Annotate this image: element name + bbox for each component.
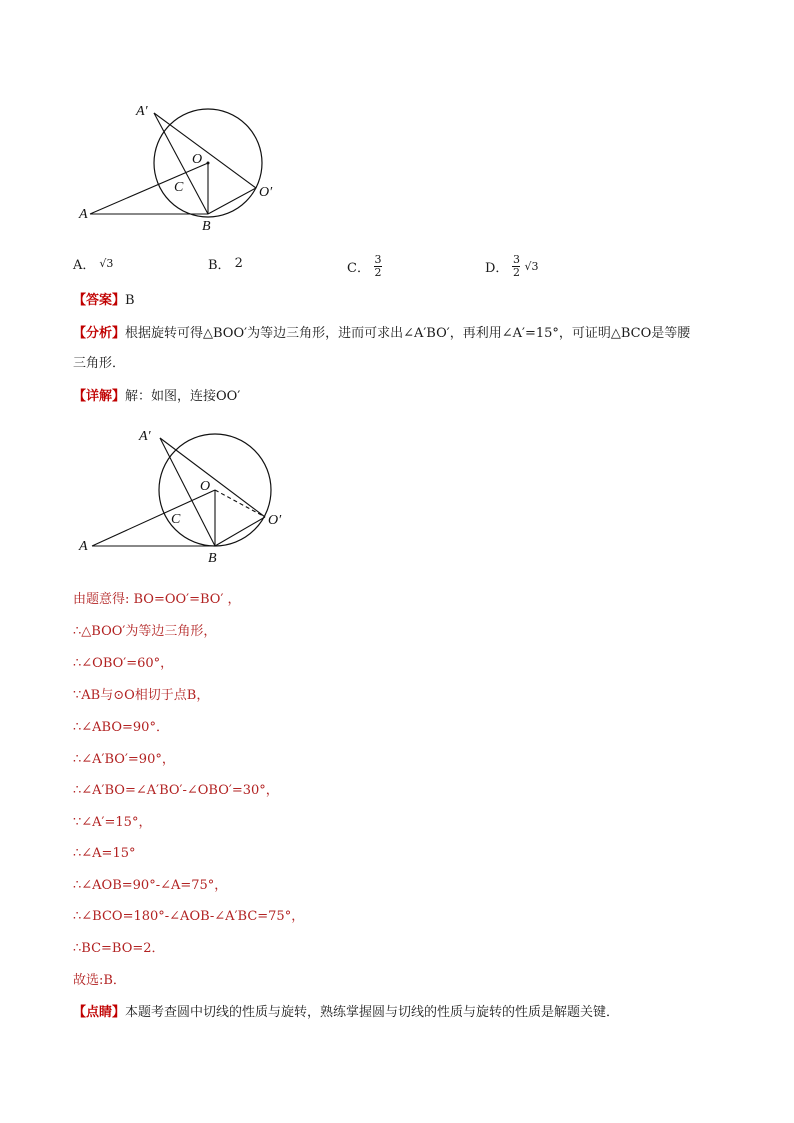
analysis-line-2 (73, 355, 125, 373)
step-line (73, 877, 227, 895)
step-line (73, 751, 175, 769)
segment-a-prime-o-prime (160, 438, 265, 517)
option-a-letter: A． (73, 258, 96, 273)
option-c-fraction (374, 254, 382, 279)
label-o-prime: O′ (259, 185, 273, 200)
detail-text: 解：如图，连接OO′ (125, 389, 241, 404)
center-dot (207, 162, 210, 165)
step-text: ∴BC=BO=2． (73, 941, 165, 956)
option-d-fraction (512, 254, 520, 279)
label-o-prime: O′ (268, 513, 282, 528)
step-text: ∴∠A′BO′=90°， (73, 752, 175, 767)
option-a (73, 254, 113, 273)
label-c: C (174, 180, 184, 195)
analysis-text-2: 三角形． (73, 356, 126, 371)
step-line (73, 845, 136, 863)
segment-ao (90, 163, 208, 214)
segment-ao (92, 490, 215, 546)
option-b-letter: B． (208, 258, 231, 273)
option-c-letter: C． (347, 261, 370, 276)
step-text: 故选:B． (73, 973, 126, 988)
option-c (347, 254, 382, 279)
step-text: ∴∠ABO=90°． (73, 720, 169, 735)
option-b-value: 2 (234, 256, 243, 271)
step-text: ∴∠A=15° (73, 846, 136, 861)
step-text: ∴∠A′BO=∠A′BO′-∠OBO′=30°， (73, 783, 279, 798)
step-line (73, 687, 209, 705)
step-line (73, 940, 165, 958)
step-text: ∴∠OBO′=60°， (73, 656, 174, 671)
option-d-denominator: 2 (512, 266, 520, 279)
label-a: A (79, 539, 88, 554)
answer-tag: 【答案】 (73, 293, 126, 308)
step-line (73, 591, 241, 609)
option-c-denominator: 2 (374, 266, 382, 279)
segment-b-o-prime (208, 188, 256, 214)
analysis-line-1 (73, 325, 690, 343)
label-o: O (192, 152, 203, 167)
label-b: B (208, 551, 217, 566)
option-c-numerator: 3 (374, 253, 382, 266)
step-text: ∴∠BCO=180°-∠AOB-∠A′BC=75°， (73, 909, 305, 924)
option-d (485, 254, 538, 279)
geometry-figure-bottom (72, 420, 302, 570)
label-c: C (171, 512, 181, 527)
answer-text: B (125, 293, 135, 308)
analysis-text-1: 根据旋转可得△BOO′为等边三角形，进而可求出∠A′BO′，再利用∠A′=15°，可证明△BCO是等腰 (125, 326, 691, 341)
segment-b-o-prime (215, 517, 265, 546)
step-text: 由题意得: BO=OO′=BO′ ， (73, 592, 241, 607)
option-d-radical: √3 (524, 260, 539, 273)
label-o: O (200, 479, 211, 494)
label-a: A (79, 207, 88, 222)
answer-line (73, 292, 135, 310)
comment-text: 本题考查圆中切线的性质与旋转，熟练掌握圆与切线的性质与旋转的性质是解题关键． (125, 1005, 620, 1020)
detail-tag: 【详解】 (73, 389, 126, 404)
option-b (208, 254, 243, 273)
option-d-letter: D． (485, 261, 509, 276)
step-text: ∴∠AOB=90°-∠A=75°， (73, 878, 228, 893)
step-line (73, 908, 304, 926)
step-line (73, 782, 279, 800)
step-line (73, 814, 151, 832)
option-d-numerator: 3 (512, 253, 520, 266)
option-a-value: √3 (99, 257, 114, 270)
comment-tag: 【点睛】 (73, 1005, 126, 1020)
label-b: B (202, 219, 211, 234)
segment-a-prime-o-prime (154, 113, 256, 188)
figure-bottom (72, 420, 302, 570)
step-line (73, 623, 216, 641)
label-a-prime: A′ (136, 104, 148, 119)
detail-line (73, 388, 240, 406)
geometry-figure-top (70, 95, 290, 235)
step-line (73, 719, 169, 737)
step-line (73, 972, 126, 990)
step-text: ∵AB与⊙O相切于点B， (73, 688, 210, 703)
segment-o-o-prime-dashed (215, 490, 265, 517)
figure-top (70, 95, 290, 235)
step-text: ∴△BOO′为等边三角形， (73, 624, 217, 639)
label-a-prime: A′ (139, 429, 151, 444)
analysis-tag: 【分析】 (73, 326, 126, 341)
comment-line (73, 1004, 619, 1022)
step-text: ∵∠A′=15°， (73, 815, 152, 830)
step-line (73, 655, 173, 673)
